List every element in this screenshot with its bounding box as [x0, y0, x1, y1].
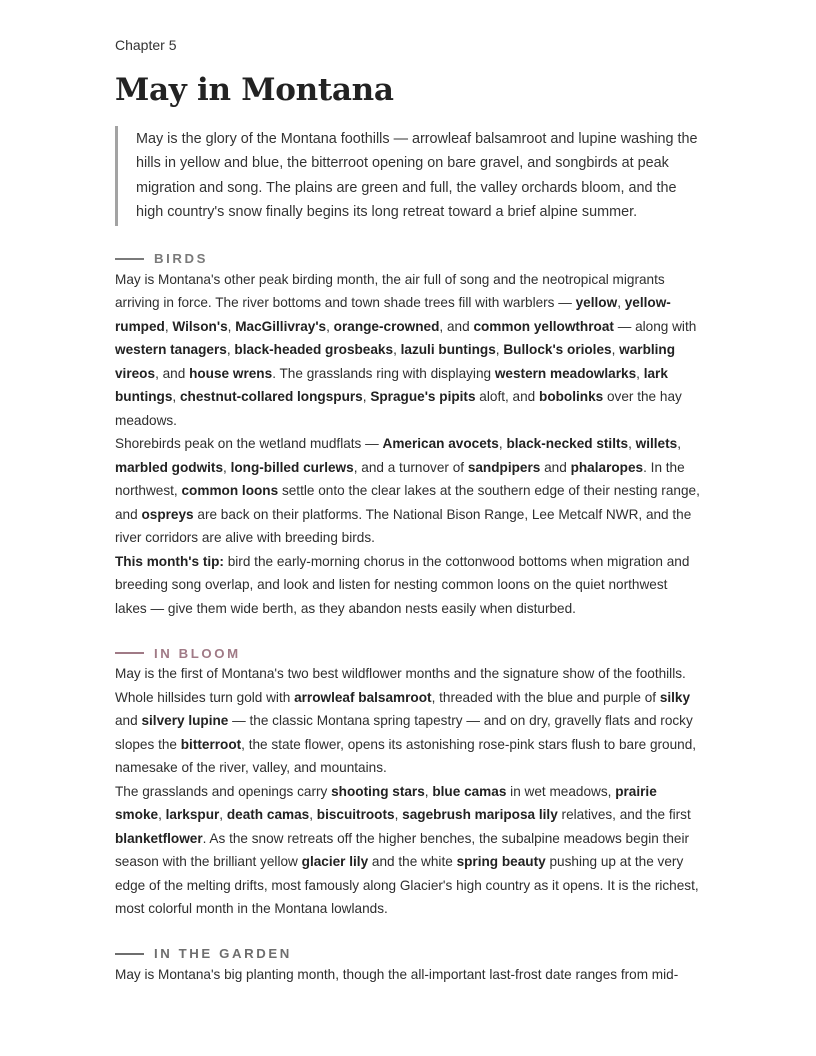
section-heading-label: IN THE GARDEN [154, 946, 292, 962]
bold-term: western tanagers [115, 342, 227, 358]
section-heading-label: IN BLOOM [154, 645, 241, 661]
bold-term: sagebrush mariposa lily [402, 807, 558, 823]
bold-term: western meadowlarks [494, 365, 637, 381]
bold-term: phalaropes [570, 459, 644, 475]
bold-term: Sprague's pipits [370, 389, 476, 405]
bold-term: glacier lily [301, 854, 369, 870]
bold-term: prairie smoke [115, 783, 657, 823]
bold-term: larkspur [165, 807, 220, 823]
bold-term: spring beauty [456, 854, 546, 870]
bold-term: yellow [575, 295, 618, 311]
bold-term: bitterroot [180, 736, 242, 752]
bloom-paragraph-2: The grasslands and openings carry shooting stars, blue camas in wet meadows, prairie smoke, larkspur, death camas, biscuitroots, sagebrush mariposa lily relatives, and the first blanketflower. As the snow retreats off the higher benches, the subalpine meadows begin their season with the brilliant yellow glacier lily and the white spring beauty pushing up at the very edge of the melting drifts, most famously along Glacier's high country as it opens. It is the richest, most colorful month in the Montana lowlands. [115, 783, 699, 917]
bold-term: warbling vireos [115, 342, 676, 381]
bold-term: sandpipers [467, 459, 541, 475]
intro-blockquote: May is the glory of the Montana foothills — arrowleaf balsamroot and lupine washing the hills in yellow and blue, the bitterroot opening on bare gravel, and songbirds at peak migration and song. The plains are green and full, the valley orchards bloom, and the high country's snow finally begins its long retreat toward a brief alpine summer. [115, 126, 701, 226]
garden-paragraph-1: May is Montana's big planting month, though the all-important last-frost date ranges from mid- [115, 966, 679, 982]
section-heading-in-bloom [115, 644, 701, 662]
birds-paragraph-1: May is Montana's other peak birding month, the air full of song and the neotropical migrants arriving in force. The river bottoms and town shade trees fill with warblers — yellow, yellow-rumped, Wilson's, MacGillivray's, orange-crowned, and common yellowthroat — along with western tanagers, black-headed grosbeaks, lazuli buntings, Bullock's orioles, warbling vireos, and house wrens. The grasslands ring with displaying western meadowlarks, lark buntings, chestnut-collared longspurs, Sprague's pipits aloft, and bobolinks over the hay meadows. [115, 271, 697, 428]
page [115, 36, 701, 986]
heading-rule [115, 652, 144, 654]
bold-term: Wilson's [172, 318, 228, 334]
heading-rule [115, 258, 144, 260]
bold-term: shooting stars [331, 783, 425, 799]
chapter-label: Chapter 5 [115, 37, 177, 53]
bold-term: house wrens [189, 365, 273, 381]
bold-term: This month's tip: [115, 553, 224, 569]
bold-term: common yellowthroat [473, 318, 614, 334]
bold-term: MacGillivray's [235, 318, 327, 334]
bloom-paragraph-1: May is the first of Montana's two best wildflower months and the signature show of the foothills. Whole hillsides turn gold with arrowleaf balsamroot, threaded with the blue and purple of silky and silvery lupine — the classic Montana spring tapestry — and on dry, gravelly flats and rocky slopes the bitterroot, the state flower, opens its astonishing rose-pink stars flush to bare ground, namesake of the river, valley, and mountains. [115, 666, 697, 776]
birds-paragraph-2: Shorebirds peak on the wetland mudflats — American avocets, black-necked stilts, willets, marbled godwits, long-billed curlews, and a turnover of sandpipers and phalaropes. In the northwest, common loons settle onto the clear lakes at the southern edge of their nesting range, and ospreys are back on their platforms. The National Bison Range, Lee Metcalf NWR, and the river corridors are alive with breeding birds. [115, 436, 700, 546]
bold-term: blanketflower [115, 830, 203, 846]
bold-term: ospreys [141, 506, 194, 522]
birds-tip-paragraph: This month's tip: bird the early-morning chorus in the cottonwood bottoms when migration and breeding song overlap, and look and listen for nesting common loons on the quiet northwest lakes — give them wide berth, as they abandon nests easily when disturbed. [115, 553, 690, 616]
chapter-title: May in Montana [115, 72, 394, 108]
bold-term: death camas [226, 807, 310, 823]
bold-term: marbled godwits [115, 459, 224, 475]
bold-term: willets [635, 436, 678, 452]
bold-term: lazuli buntings [400, 342, 496, 358]
bold-term: common loons [181, 483, 279, 499]
bold-term: blue camas [432, 783, 507, 799]
bold-term: black-necked stilts [506, 436, 629, 452]
bold-term: chestnut-collared longspurs [179, 389, 363, 405]
bold-term: silky [659, 689, 691, 705]
bold-term: silvery lupine [141, 713, 229, 729]
bold-term: biscuitroots [316, 807, 395, 823]
section-heading-in-the-garden [115, 945, 701, 963]
bold-term: yellow-rumped [115, 295, 671, 334]
heading-rule [115, 953, 144, 955]
section-heading-birds [115, 250, 701, 268]
bold-term: American avocets [382, 436, 499, 452]
bold-term: orange-crowned [333, 318, 440, 334]
section-heading-label: BIRDS [154, 251, 209, 267]
bold-term: black-headed grosbeaks [234, 342, 394, 358]
bold-term: Bullock's orioles [503, 342, 612, 358]
bold-term: lark buntings [115, 365, 668, 405]
bold-term: long-billed curlews [230, 459, 354, 475]
bold-term: arrowleaf balsamroot [294, 689, 432, 705]
bold-term: bobolinks [539, 389, 604, 405]
